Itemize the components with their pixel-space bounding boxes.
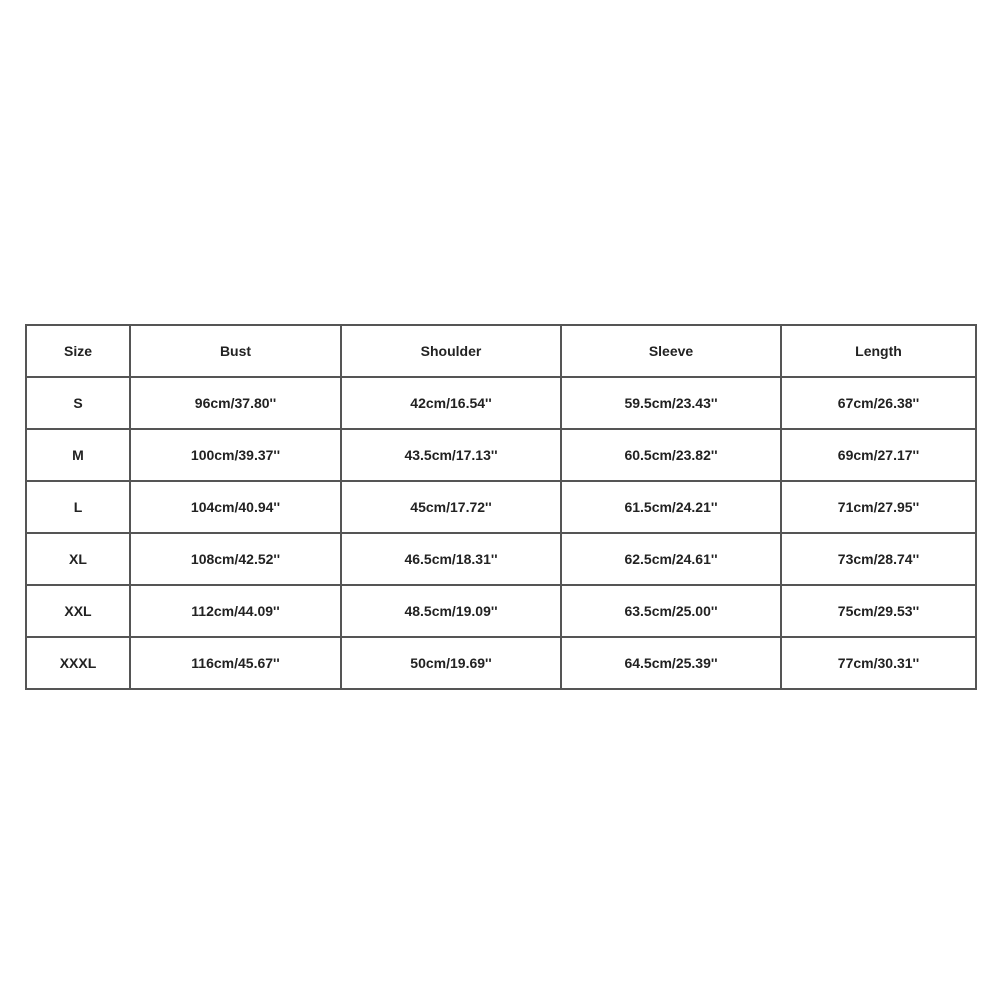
shoulder-cell: 45cm/17.72'' — [341, 481, 561, 533]
length-cell: 71cm/27.95'' — [781, 481, 976, 533]
sleeve-cell: 62.5cm/24.61'' — [561, 533, 781, 585]
size-cell: XXXL — [26, 637, 130, 689]
sleeve-cell: 60.5cm/23.82'' — [561, 429, 781, 481]
sleeve-cell: 64.5cm/25.39'' — [561, 637, 781, 689]
sleeve-cell: 63.5cm/25.00'' — [561, 585, 781, 637]
bust-cell: 108cm/42.52'' — [130, 533, 341, 585]
length-cell: 69cm/27.17'' — [781, 429, 976, 481]
size-cell: M — [26, 429, 130, 481]
length-cell: 75cm/29.53'' — [781, 585, 976, 637]
size-cell: XXL — [26, 585, 130, 637]
table-header-row — [26, 325, 976, 377]
header-length: Length — [781, 325, 976, 377]
shoulder-cell: 43.5cm/17.13'' — [341, 429, 561, 481]
header-size: Size — [26, 325, 130, 377]
length-cell: 77cm/30.31'' — [781, 637, 976, 689]
header-bust: Bust — [130, 325, 341, 377]
table-row — [26, 377, 976, 429]
size-chart-table — [25, 324, 977, 690]
shoulder-cell: 48.5cm/19.09'' — [341, 585, 561, 637]
size-cell: XL — [26, 533, 130, 585]
bust-cell: 96cm/37.80'' — [130, 377, 341, 429]
shoulder-cell: 46.5cm/18.31'' — [341, 533, 561, 585]
header-sleeve: Sleeve — [561, 325, 781, 377]
size-cell: S — [26, 377, 130, 429]
shoulder-cell: 42cm/16.54'' — [341, 377, 561, 429]
size-cell: L — [26, 481, 130, 533]
sleeve-cell: 61.5cm/24.21'' — [561, 481, 781, 533]
bust-cell: 116cm/45.67'' — [130, 637, 341, 689]
bust-cell: 104cm/40.94'' — [130, 481, 341, 533]
table-row — [26, 585, 976, 637]
bust-cell: 100cm/39.37'' — [130, 429, 341, 481]
table-row — [26, 429, 976, 481]
length-cell: 67cm/26.38'' — [781, 377, 976, 429]
table-row — [26, 637, 976, 689]
shoulder-cell: 50cm/19.69'' — [341, 637, 561, 689]
length-cell: 73cm/28.74'' — [781, 533, 976, 585]
sleeve-cell: 59.5cm/23.43'' — [561, 377, 781, 429]
header-shoulder: Shoulder — [341, 325, 561, 377]
bust-cell: 112cm/44.09'' — [130, 585, 341, 637]
table-row — [26, 533, 976, 585]
table-row — [26, 481, 976, 533]
